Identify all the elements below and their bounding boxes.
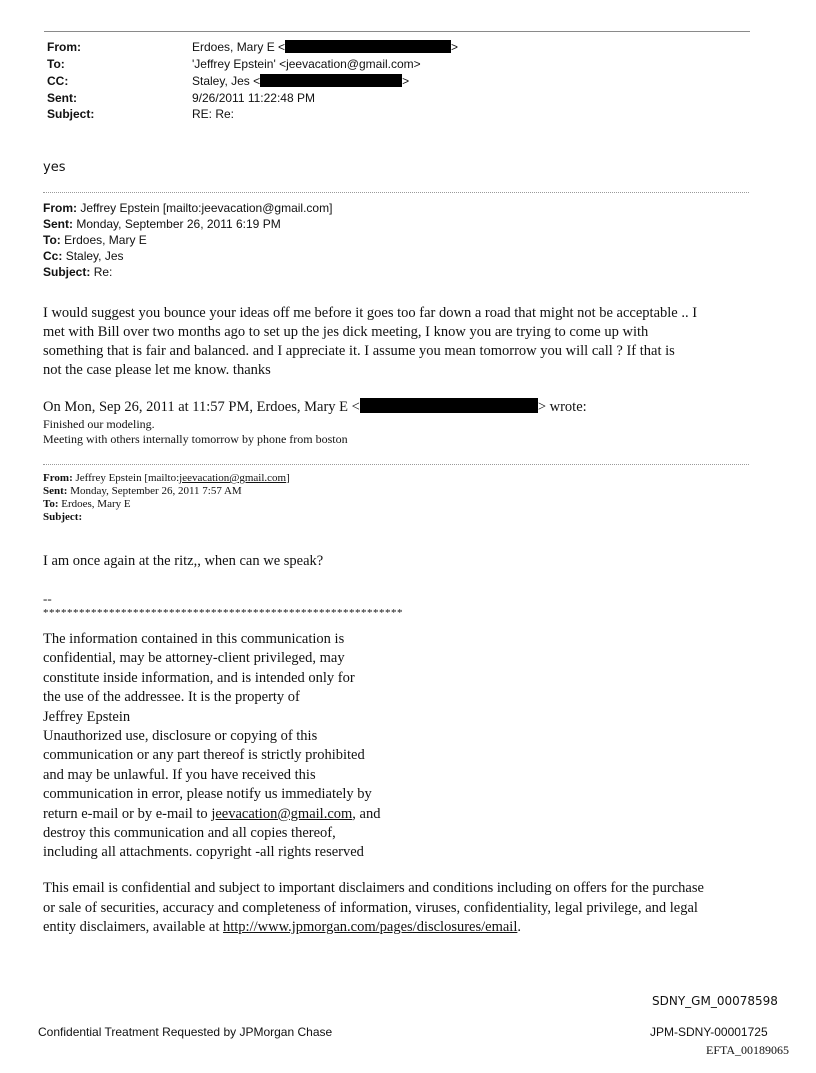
quoted-body-2 bbox=[43, 417, 348, 447]
to-value: 'Jeffrey Epstein' <jeevacation@gmail.com> bbox=[192, 57, 421, 71]
sig-line: Jeffrey Epstein bbox=[43, 708, 131, 725]
body-line: Finished our modeling. bbox=[43, 417, 155, 431]
sig-line: the use of the addressee. It is the property of bbox=[43, 689, 300, 706]
q1-subject-value: Re: bbox=[93, 265, 113, 279]
top-divider bbox=[44, 31, 750, 32]
q3-to-value: Erdoes, Mary E bbox=[61, 498, 131, 510]
wrote-prefix: On Mon, Sep 26, 2011 at 11:57 PM, Erdoes, Mary E < bbox=[43, 399, 360, 415]
disclaimer-link[interactable]: http://www.jpmorgan.com/pages/disclosures/email bbox=[222, 919, 518, 935]
from-name: Erdoes, Mary E < bbox=[192, 40, 286, 54]
bates-jpm-sdny: JPM-SDNY-00001725 bbox=[650, 1025, 768, 1039]
wrote-line bbox=[43, 398, 587, 417]
q3-sent-line bbox=[43, 485, 290, 498]
redaction-bar bbox=[285, 40, 451, 53]
body-line: I would suggest you bounce your ideas off me before it goes too far down a road that might not be acceptable .. I bbox=[43, 305, 698, 321]
q3-from-prefix: Jeffrey Epstein [mailto: bbox=[75, 472, 180, 484]
bates-efta: EFTA_00189065 bbox=[706, 1043, 790, 1057]
reply-body: yes bbox=[43, 160, 66, 175]
sig-line: The information contained in this communication is bbox=[43, 631, 345, 647]
quoted-body-3: I am once again at the ritz,, when can we speak? bbox=[43, 553, 324, 569]
redaction-bar bbox=[360, 398, 538, 413]
q1-to-label: To: bbox=[43, 233, 61, 247]
jpm-disclaimer bbox=[43, 879, 704, 938]
q1-cc-value: Staley, Jes bbox=[65, 249, 124, 263]
q1-cc-label: Cc: bbox=[43, 249, 63, 263]
quote-divider bbox=[43, 464, 749, 465]
q3-from-suffix: ] bbox=[286, 472, 290, 484]
signature-dash: -- bbox=[43, 591, 52, 606]
q1-sent-value: Monday, September 26, 2011 6:19 PM bbox=[76, 217, 281, 231]
q1-sent-label: Sent: bbox=[43, 217, 73, 231]
q1-from-value: Jeffrey Epstein [mailto:jeevacation@gmail.com] bbox=[80, 201, 333, 215]
q3-from-line bbox=[43, 472, 290, 485]
cc-value bbox=[192, 74, 409, 88]
sent-value: 9/26/2011 11:22:48 PM bbox=[192, 91, 315, 105]
sig-line: communication or any part thereof is strictly prohibited bbox=[43, 747, 365, 764]
to-label: To: bbox=[47, 57, 65, 71]
quoted-header-3 bbox=[43, 472, 290, 524]
body-line: Meeting with others internally tomorrow by phone from boston bbox=[43, 432, 348, 446]
disclaimer-prefix: entity disclaimers, available at bbox=[43, 919, 223, 935]
q1-subject-line bbox=[43, 264, 332, 280]
quoted-header-1 bbox=[43, 200, 332, 280]
disclaimer-line: or sale of securities, accuracy and completeness of information, viruses, confidentiality, legal privilege, and legal bbox=[43, 899, 698, 916]
from-label: From: bbox=[47, 40, 81, 54]
body-line: something that is fair and balanced. and I appreciate it. I assume you mean tomorrow you will call ? If that is bbox=[43, 343, 675, 359]
sent-label: Sent: bbox=[47, 91, 77, 105]
bates-sdny-gm: SDNY_GM_00078598 bbox=[652, 994, 778, 1008]
from-value bbox=[192, 40, 458, 54]
subject-label: Subject: bbox=[47, 107, 95, 121]
q3-subject-label: Subject: bbox=[43, 511, 83, 523]
cc-name: Staley, Jes < bbox=[192, 74, 261, 88]
disclaimer-line-3 bbox=[43, 918, 704, 938]
confidential-notice: Confidential Treatment Requested by JPMorgan Chase bbox=[38, 1025, 333, 1039]
cc-close: > bbox=[402, 74, 410, 88]
q1-from-label: From: bbox=[43, 201, 77, 215]
sig-line: Unauthorized use, disclosure or copying of this bbox=[43, 728, 318, 745]
body-line: not the case please let me know. thanks bbox=[43, 362, 271, 378]
q3-to-label: To: bbox=[43, 498, 59, 510]
sig-email-prefix: return e-mail or by e-mail to bbox=[43, 805, 212, 822]
signature-stars: ************************************************************ bbox=[43, 607, 403, 619]
quoted-body-1 bbox=[43, 304, 697, 380]
quote-divider bbox=[43, 192, 749, 193]
signature-text bbox=[43, 630, 380, 863]
q3-sent-label: Sent: bbox=[43, 485, 68, 497]
sig-line: confidential, may be attorney-client privileged, may bbox=[43, 650, 345, 667]
disclaimer-line: This email is confidential and subject to important disclaimers and conditions including on offers for the purchase bbox=[43, 880, 704, 896]
q3-to-line bbox=[43, 498, 290, 511]
q1-to-value: Erdoes, Mary E bbox=[64, 233, 147, 247]
sig-line: including all attachments. copyright -all rights reserved bbox=[43, 844, 364, 861]
sig-line: communication in error, please notify us immediately by bbox=[43, 786, 372, 803]
q1-sent-line bbox=[43, 216, 332, 232]
wrote-suffix: > wrote: bbox=[537, 399, 587, 415]
sig-line: constitute inside information, and is intended only for bbox=[43, 669, 355, 686]
subject-value: RE: Re: bbox=[192, 107, 235, 121]
q1-subject-label: Subject: bbox=[43, 265, 91, 279]
body-line: met with Bill over two months ago to set up the jes dick meeting, I know you are trying to come up with bbox=[43, 324, 649, 340]
sig-email-link[interactable]: jeevacation@gmail.com bbox=[211, 805, 353, 822]
q1-from-line bbox=[43, 200, 332, 216]
sig-line: and may be unlawful. If you have received this bbox=[43, 766, 316, 783]
redaction-bar bbox=[260, 74, 402, 87]
cc-label: CC: bbox=[47, 74, 69, 88]
sig-line: destroy this communication and all copies thereof, bbox=[43, 825, 336, 842]
sig-email-suffix: , and bbox=[352, 805, 381, 822]
q3-email-link[interactable]: jeevacation@gmail.com bbox=[179, 472, 287, 484]
sig-email-line bbox=[43, 805, 380, 824]
disclaimer-suffix: . bbox=[517, 919, 521, 935]
q3-from-label: From: bbox=[43, 472, 73, 484]
from-close: > bbox=[451, 40, 459, 54]
q3-sent-value: Monday, September 26, 2011 7:57 AM bbox=[70, 485, 242, 497]
q1-to-line bbox=[43, 232, 332, 248]
q3-subject-line bbox=[43, 511, 290, 524]
q1-cc-line bbox=[43, 248, 332, 264]
